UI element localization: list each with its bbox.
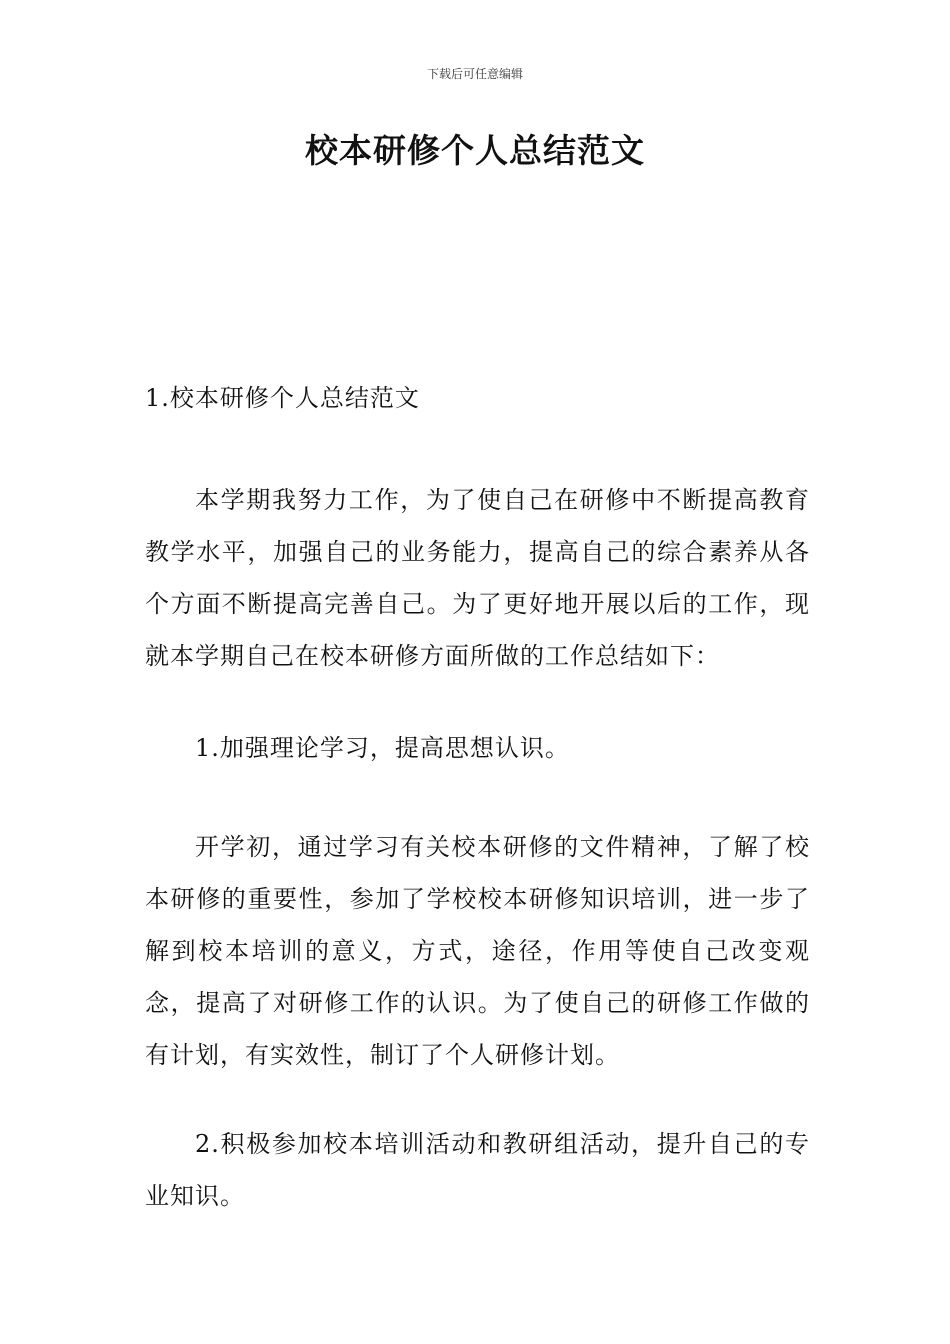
paragraph-intro: 本学期我努力工作，为了使自己在研修中不断提高教育教学水平，加强自己的业务能力，提高自己的综合素养从各个方面不断提高完善自己。为了更好地开展以后的工作，现就本学期自己在校本研修方面所做的工作总结如下： [145,486,810,670]
header-note: 下载后可任意编辑 [426,67,523,81]
paragraph-item-1-body: 开学初，通过学习有关校本研修的文件精神，了解了校本研修的重要性，参加了学校校本研修知识培训，进一步了解到校本培训的意义，方式，途径，作用等使自己改变观念，提高了对研修工作的认识。为了使自己的研修工作做的有计划，有实效性，制订了个人研修计划。 [145,833,810,1069]
paragraph-item-1-heading: 1.加强理论学习，提高思想认识。 [195,734,570,762]
paragraph-item-2-heading: 2.积极参加校本培训活动和教研组活动，提升自己的专业知识。 [145,1130,810,1210]
section-title: 1.校本研修个人总结范文 [145,384,420,412]
document-title: 校本研修个人总结范文 [305,131,645,170]
